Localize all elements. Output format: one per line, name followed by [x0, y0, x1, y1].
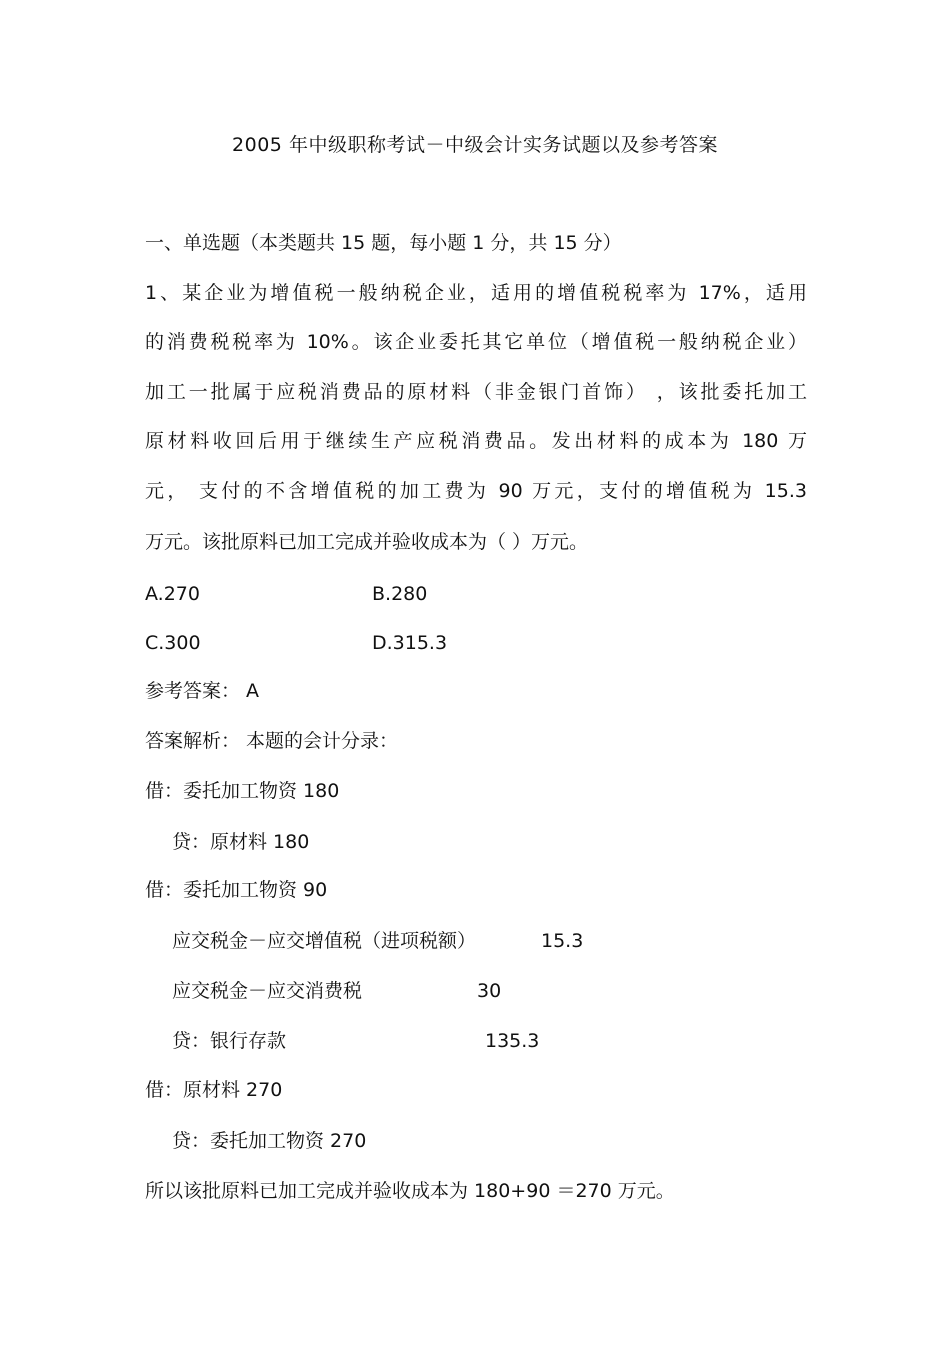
entry-2-bank-label: 贷：银行存款	[172, 1030, 287, 1052]
question-line-3: 加工一批属于应税消费品的原材料（非金银门首饰） ，该批委托加工	[145, 381, 807, 403]
question-line-1: 1、某企业为增值税一般纳税企业，适用的增值税税率为 17%，适用	[145, 282, 807, 304]
page-title: 2005 年中级职称考试－中级会计实务试题以及参考答案	[232, 134, 718, 156]
question-line-5: 元， 支付的不含增值税的加工费为 90 万元，支付的增值税为 15.3	[145, 480, 807, 502]
question-line-6: 万元。该批原料已加工完成并验收成本为（ ）万元。	[145, 531, 589, 553]
entry-3-credit: 贷：委托加工物资 270	[172, 1130, 367, 1152]
option-c: C.300	[145, 632, 201, 654]
entry-2-vat-label: 应交税金－应交增值税（进项税额）	[172, 930, 477, 952]
option-b: B.280	[372, 583, 428, 605]
analysis-intro: 答案解析： 本题的会计分录：	[145, 730, 399, 752]
entry-2-bank-amount: 135.3	[485, 1030, 540, 1052]
question-line-4: 原材料收回后用于继续生产应税消费品。发出材料的成本为 180 万	[145, 430, 807, 452]
entry-2-consumption-label: 应交税金－应交消费税	[172, 980, 363, 1002]
entry-2-vat-amount: 15.3	[541, 930, 584, 952]
conclusion: 所以该批原料已加工完成并验收成本为 180+90 ＝270 万元。	[145, 1180, 675, 1202]
option-d: D.315.3	[372, 632, 448, 654]
entry-3-debit: 借：原材料 270	[145, 1079, 283, 1101]
entry-1-debit: 借：委托加工物资 180	[145, 780, 340, 802]
entry-1-credit: 贷：原材料 180	[172, 831, 310, 853]
question-line-2: 的消费税税率为 10%。该企业委托其它单位（增值税一般纳税企业）	[145, 331, 807, 353]
reference-answer: 参考答案： A	[145, 680, 260, 702]
entry-2-debit: 借：委托加工物资 90	[145, 879, 328, 901]
option-a: A.270	[145, 583, 200, 605]
section-heading: 一、单选题（本类题共 15 题，每小题 1 分，共 15 分）	[145, 232, 622, 254]
entry-2-consumption-amount: 30	[477, 980, 502, 1002]
